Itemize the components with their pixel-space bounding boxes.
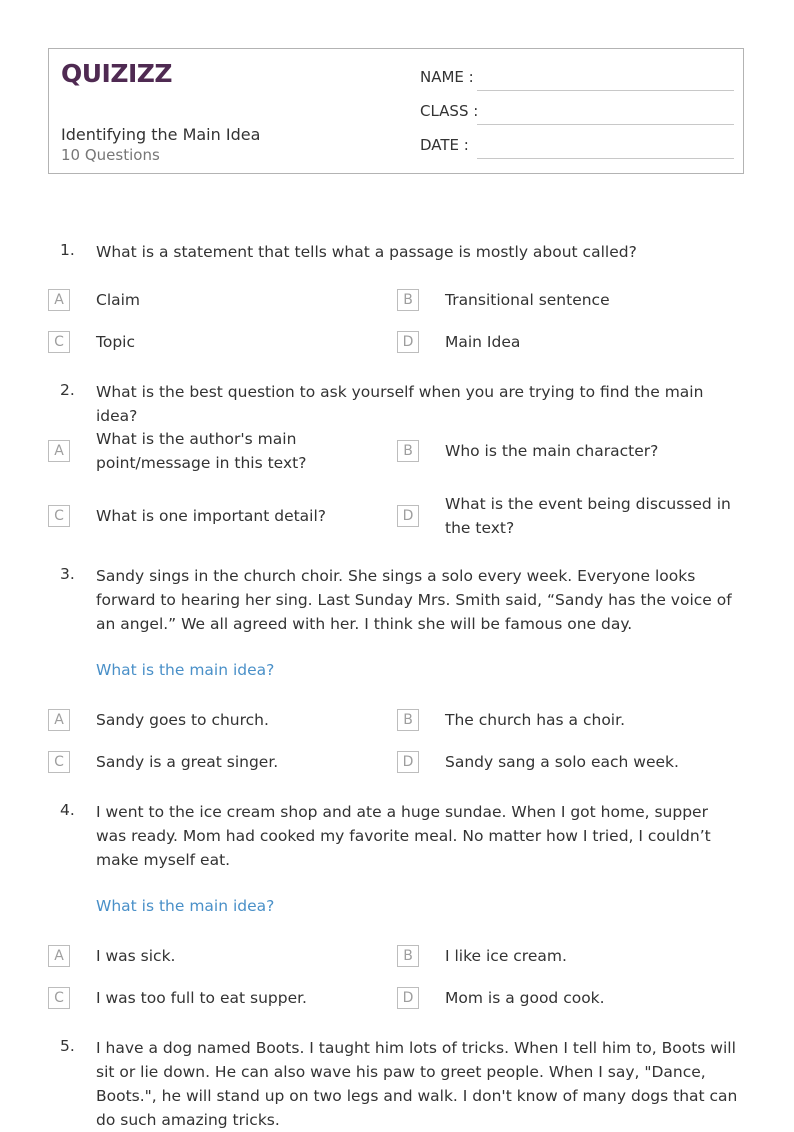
question-number: 4.	[60, 801, 75, 819]
question-number: 1.	[60, 241, 75, 259]
option-text: Sandy goes to church.	[96, 711, 269, 729]
option-letter-box: C	[48, 505, 70, 527]
option-text: I like ice cream.	[445, 947, 567, 965]
option-text: What is the author's main point/message in this text?	[96, 430, 307, 472]
option-letter-box: D	[397, 751, 419, 773]
question-count: 10 Questions	[61, 146, 160, 164]
option-letter-box: B	[397, 945, 419, 967]
option-text: What is the event being discussed in the text?	[445, 495, 731, 537]
worksheet-title: Identifying the Main Idea	[61, 125, 261, 144]
question-number: 2.	[60, 381, 75, 399]
question-prompt: What is the main idea?	[96, 661, 275, 679]
question-text: Sandy sings in the church choir. She sings a solo every week. Everyone looks forward to hearing her sing. Last Sunday Mrs. Smith said, “Sandy has the voice of an angel.” We all agreed with her. I think she will be famous one day.	[96, 567, 732, 633]
option-letter-box: D	[397, 505, 419, 527]
option-text: Mom is a good cook.	[445, 989, 605, 1007]
option-letter-box: D	[397, 331, 419, 353]
date-field[interactable]	[420, 136, 734, 160]
class-field[interactable]	[420, 102, 734, 126]
date-line[interactable]	[477, 158, 734, 159]
name-label: NAME :	[420, 68, 474, 86]
date-label: DATE :	[420, 136, 469, 154]
option-letter-box: A	[48, 289, 70, 311]
question-text: I went to the ice cream shop and ate a huge sundae. When I got home, supper was ready. Mom had cooked my favorite meal. No matter how I tried, I couldn’t make myself eat.	[96, 803, 711, 869]
option-text: Main Idea	[445, 333, 521, 351]
option-letter-box: B	[397, 709, 419, 731]
name-field[interactable]	[420, 68, 734, 92]
option-text: Sandy is a great singer.	[96, 753, 279, 771]
option-text: Claim	[96, 291, 141, 309]
option-letter-box: A	[48, 709, 70, 731]
option-letter-box: C	[48, 987, 70, 1009]
option-text: I was sick.	[96, 947, 176, 965]
class-line[interactable]	[477, 124, 734, 125]
option-letter-box: B	[397, 440, 419, 462]
question-text: What is the best question to ask yourself when you are trying to find the main idea?	[96, 383, 704, 425]
option-letter-box: A	[48, 440, 70, 462]
option-text: Sandy sang a solo each week.	[445, 753, 679, 771]
question-prompt: What is the main idea?	[96, 897, 275, 915]
class-label: CLASS :	[420, 102, 479, 120]
option-letter-box: C	[48, 331, 70, 353]
option-letter-box: B	[397, 289, 419, 311]
name-line[interactable]	[477, 90, 734, 91]
option-letter-box: D	[397, 987, 419, 1009]
quizizz-logo: QUIZIZZ	[61, 59, 173, 88]
option-letter-box: A	[48, 945, 70, 967]
question-text: I have a dog named Boots. I taught him lots of tricks. When I tell him to, Boots will sit or lie down. He can also wave his paw to greet people. When I say, "Dance, Boots.", he will stand up on two legs and walk. I don't know of many dogs that can do such amazing tricks.	[96, 1039, 738, 1129]
option-text: The church has a choir.	[445, 711, 625, 729]
worksheet-header	[48, 48, 744, 174]
question-number: 3.	[60, 565, 75, 583]
option-text: I was too full to eat supper.	[96, 989, 307, 1007]
question-number: 5.	[60, 1037, 75, 1055]
option-letter-box: C	[48, 751, 70, 773]
option-text: Topic	[96, 333, 135, 351]
option-text: Who is the main character?	[445, 442, 659, 460]
question-text: What is a statement that tells what a passage is mostly about called?	[96, 243, 637, 261]
option-text: What is one important detail?	[96, 507, 327, 525]
option-text: Transitional sentence	[445, 291, 610, 309]
